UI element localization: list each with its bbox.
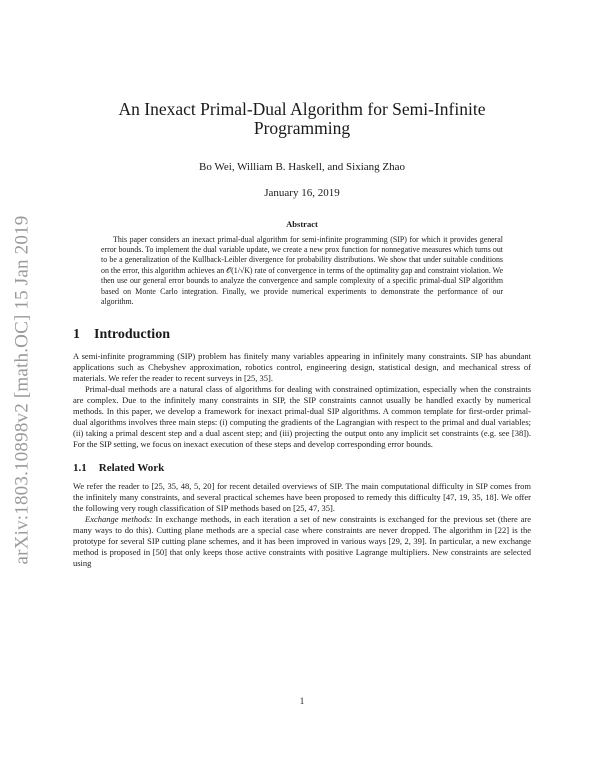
abstract-text: This paper considers an inexact primal-dual algorithm for semi-infinite programming (SIP) for which it provides general error bounds. To implement the dual variable update, we create a new prox function for nonnegative measures which turns out to be a generalization of the Kullback-Leibler divergence for probability distributions. We show that under suitable conditions on the error, this algorithm achieves an 𝒪(1/√K) rate of convergence in terms of the optimality gap and constraint violation. We then use our general error bounds to analyze the convergence and sample complexity of a specific primal-dual SIP algorithm based on Monte Carlo integration. Finally, we provide numerical experiments to demonstrate the performance of our algorithm. <box>101 234 503 306</box>
intro-paragraph-2: Primal-dual methods are a natural class of algorithms for dealing with constrained optimization, especially when the constraints are complex. Due to the infinitely many constraints in SIP, the SIP constraints cannot usually be handled exactly by numerical methods. In this paper, we develop a framework for inexact primal-dual SIP algorithms. A common template for first-order primal-dual algorithms involves three main steps: (i) computing the gradients of the Lagrangian with respect to the primal and dual variables; (ii) taking a primal descent step and a dual ascent step; and (iii) projecting the output onto any implicit set constraints (e.g. see [38]). For the SIP setting, we focus on inexact execution of these steps and develop corresponding error bounds. <box>73 384 531 450</box>
exchange-methods-text: In exchange methods, in each iteration a set of new constraints is exchanged for the previous set (there are many ways to do this). Cutting plane methods are a special case where constraints are never dropped. The algorithm in [22] is the prototype for several SIP cutting plane schemes, and it has been improved in various ways [29, 2, 39]. In particular, a new exchange method is proposed in [50] that only keeps those active constraints with positive Lagrange multipliers. New constraints are selected using <box>73 514 532 569</box>
intro-paragraph-1: A semi-infinite programming (SIP) problem has finitely many variables appearing in infinitely many constraints. SIP has abundant applications such as Chebyshev approximation, robotics control, engineering design, statistical design, and mechanical stress of materials. We refer the reader to recent surveys in [25, 35]. <box>73 351 531 384</box>
paper-authors: Bo Wei, William B. Haskell, and Sixiang Zhao <box>198 160 406 173</box>
subsection-title: Related Work <box>98 462 165 475</box>
paper-page <box>73 99 532 706</box>
section-number: 1 <box>73 327 80 343</box>
paper-date: January 16, 2019 <box>264 186 340 199</box>
subsection-heading-related-work <box>73 462 531 474</box>
section-title: Introduction <box>94 327 170 343</box>
subsection-number: 1.1 <box>73 462 87 475</box>
page-number: 1 <box>299 696 305 706</box>
section-heading-introduction <box>73 327 531 343</box>
related-work-paragraph-1: We refer the reader to [25, 35, 48, 5, 20] for recent detailed overviews of SIP. The main computational difficulty in SIP comes from the infinitely many constraints, and several practical schemes have been proposed to remedy this difficulty [47, 19, 35, 18]. We offer the following very rough classification of SIP methods based on [25, 47, 35]. <box>73 481 531 514</box>
abstract-heading: Abstract <box>286 218 318 229</box>
arxiv-stamp <box>4 180 40 600</box>
exchange-methods-lead: Exchange methods: <box>85 514 153 525</box>
paper-title: An Inexact Primal-Dual Algorithm for Semi-Infinite Programming <box>118 99 486 139</box>
related-work-paragraph-2 <box>73 514 531 569</box>
arxiv-stamp-text: arXiv:1803.10898v2 [math.OC] 15 Jan 2019 <box>11 215 32 565</box>
